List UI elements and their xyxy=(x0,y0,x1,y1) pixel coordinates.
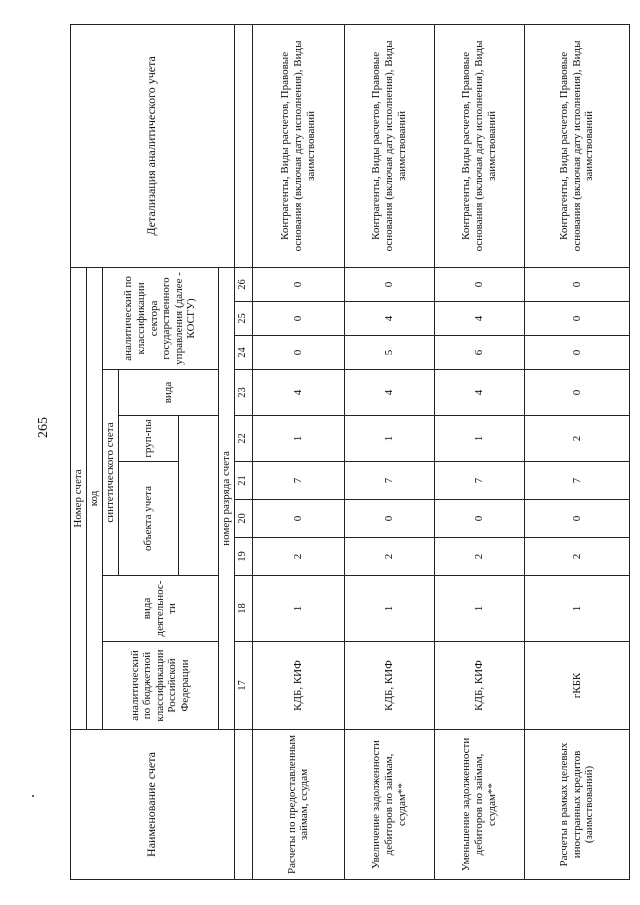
digit-number-blank xyxy=(234,730,252,880)
value-cell: 0 xyxy=(524,336,629,370)
value-cell: 1 xyxy=(434,416,524,462)
value-cell: 0 xyxy=(252,500,344,538)
value-cell: 1 xyxy=(252,416,344,462)
digit-number-cell: 22 xyxy=(234,416,252,462)
value-cell: 0 xyxy=(434,500,524,538)
value-cell: 0 xyxy=(252,302,344,336)
header-row-1 xyxy=(71,24,87,879)
value-cell: 0 xyxy=(524,370,629,416)
kosgu-header: аналитический по классификации сектора государственного управления (далее - КОСГУ) xyxy=(102,267,218,369)
rotated-page-content xyxy=(70,25,630,880)
value-cell: 4 xyxy=(434,302,524,336)
value-cell: 4 xyxy=(344,302,434,336)
value-cell: 2 xyxy=(252,538,344,576)
table-row xyxy=(344,24,434,879)
synthetic-account-header: синтетического счета xyxy=(102,370,118,576)
digit-number-cell: 24 xyxy=(234,336,252,370)
value-cell: 2 xyxy=(344,538,434,576)
value-cell: 0 xyxy=(344,267,434,301)
kind-header: вида xyxy=(118,370,218,416)
speck-mark xyxy=(32,795,34,797)
value-cell: 0 xyxy=(524,267,629,301)
digit-number-header: номер разряда счета xyxy=(218,267,234,729)
digit-number-cell: 23 xyxy=(234,370,252,416)
digit-number-blank xyxy=(234,24,252,267)
digit-numbers-row xyxy=(234,24,252,879)
value-cell: КДБ, КИФ xyxy=(252,642,344,730)
value-cell: 4 xyxy=(434,370,524,416)
accounts-table xyxy=(70,24,630,880)
digit-number-cell: 25 xyxy=(234,302,252,336)
digit-number-cell: 26 xyxy=(234,267,252,301)
value-cell: 1 xyxy=(344,416,434,462)
page-number: 265 xyxy=(36,417,51,438)
detail-cell: Контрагенты, Виды расчетов, Правовые основания (включая дату исполнения), Виды заимствований xyxy=(524,24,629,267)
detail-cell: Контрагенты, Виды расчетов, Правовые основания (включая дату исполнения), Виды заимствований xyxy=(344,24,434,267)
digit-number-cell: 21 xyxy=(234,462,252,500)
value-cell: 4 xyxy=(344,370,434,416)
account-name-cell: Увеличение задолженности дебиторов по займам, ссудам** xyxy=(344,730,434,880)
value-cell: 1 xyxy=(252,576,344,642)
value-cell: 7 xyxy=(434,462,524,500)
account-name-header: Наименование счета xyxy=(71,730,235,880)
code-header: код xyxy=(87,267,103,729)
value-cell: 0 xyxy=(434,267,524,301)
digit-number-cell: 17 xyxy=(234,642,252,730)
value-cell: 1 xyxy=(434,576,524,642)
value-cell: 2 xyxy=(524,538,629,576)
detail-cell: Контрагенты, Виды расчетов, Правовые основания (включая дату исполнения), Виды заимствований xyxy=(434,24,524,267)
value-cell: 7 xyxy=(252,462,344,500)
activity-type-header: вида деятельнос-ти xyxy=(102,576,218,642)
account-name-cell: Расчеты в рамках целевых иностранных кредитов (заимствований) xyxy=(524,730,629,880)
value-cell: 0 xyxy=(252,336,344,370)
digit-number-cell: 19 xyxy=(234,538,252,576)
value-cell: 2 xyxy=(434,538,524,576)
digit-number-cell: 18 xyxy=(234,576,252,642)
table-row xyxy=(524,24,629,879)
value-cell: гКБК xyxy=(524,642,629,730)
value-cell: 2 xyxy=(524,416,629,462)
detail-header: Детализация аналитического учета xyxy=(71,24,235,267)
value-cell: 1 xyxy=(344,576,434,642)
account-name-cell: Расчеты по предоставленным займам, ссудам xyxy=(252,730,344,880)
value-cell: 5 xyxy=(344,336,434,370)
value-cell: 7 xyxy=(344,462,434,500)
group-header: груп-пы xyxy=(118,416,178,462)
object-header: объекта учета xyxy=(118,462,178,576)
value-cell: 7 xyxy=(524,462,629,500)
value-cell: 0 xyxy=(524,302,629,336)
empty-header-cell xyxy=(178,416,218,576)
account-number-header: Номер счета xyxy=(71,267,87,729)
value-cell: 0 xyxy=(252,267,344,301)
value-cell: 0 xyxy=(524,500,629,538)
value-cell: КДБ, КИФ xyxy=(434,642,524,730)
detail-cell: Контрагенты, Виды расчетов, Правовые основания (включая дату исполнения), Виды заимствований xyxy=(252,24,344,267)
account-name-cell: Уменьшение задолженности дебиторов по займам, ссудам** xyxy=(434,730,524,880)
value-cell: 0 xyxy=(344,500,434,538)
value-cell: 1 xyxy=(524,576,629,642)
value-cell: 6 xyxy=(434,336,524,370)
value-cell: 4 xyxy=(252,370,344,416)
table-row xyxy=(252,24,344,879)
analytic-budget-header: аналитический по бюджетной классификации Российской Федерации xyxy=(102,642,218,730)
digit-number-cell: 20 xyxy=(234,500,252,538)
value-cell: КДБ, КИФ xyxy=(344,642,434,730)
table-row xyxy=(434,24,524,879)
